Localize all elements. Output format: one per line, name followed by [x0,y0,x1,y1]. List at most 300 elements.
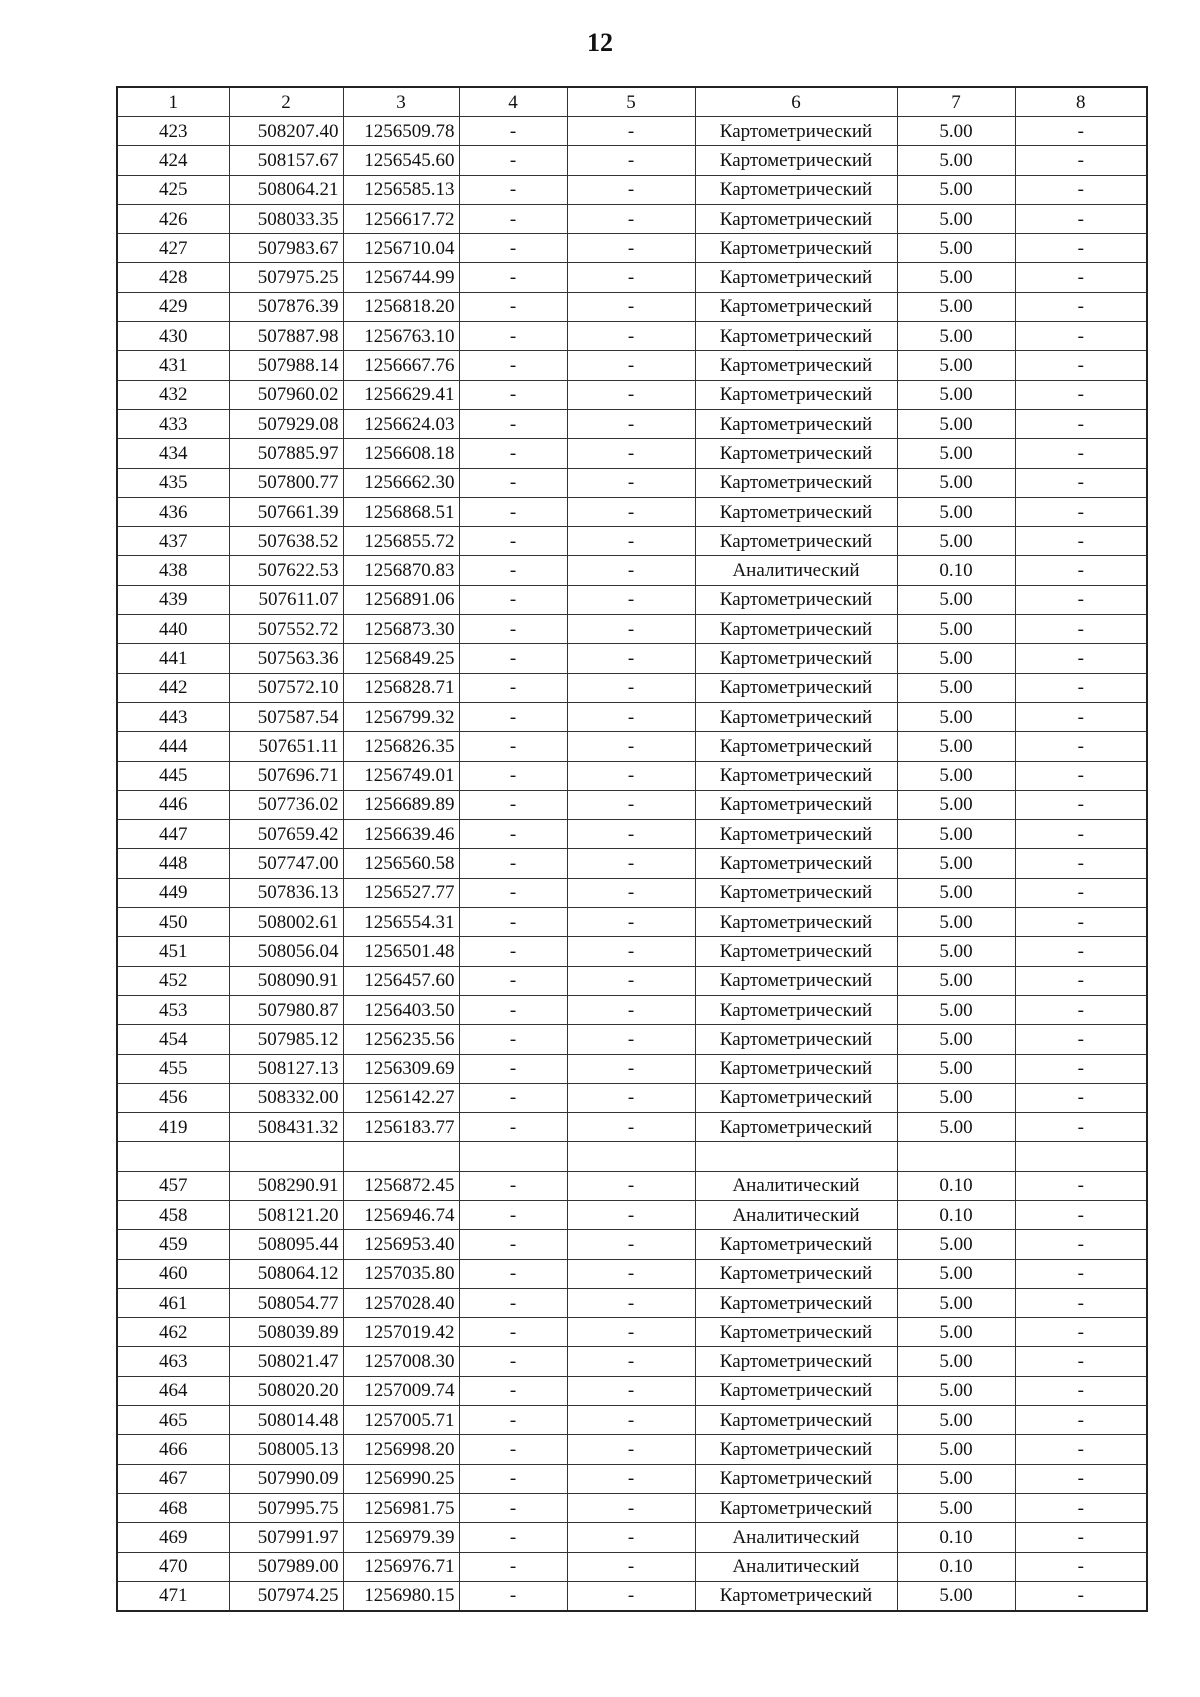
method-cell: Картометрический [695,995,897,1024]
point-number-cell: 464 [117,1376,229,1405]
y-coordinate-cell: 1256509.78 [343,117,459,146]
y-coordinate-cell: 1256855.72 [343,527,459,556]
table-row [117,1113,1147,1142]
col8-cell: - [1015,556,1147,585]
col8-cell: - [1015,409,1147,438]
x-coordinate-cell: 507991.97 [229,1523,343,1552]
col8-cell: - [1015,263,1147,292]
y-coordinate-cell: 1256403.50 [343,995,459,1024]
x-coordinate-cell: 507651.11 [229,732,343,761]
y-coordinate-cell: 1256953.40 [343,1230,459,1259]
accuracy-cell: 5.00 [897,1230,1015,1259]
y-coordinate-cell: 1256235.56 [343,1025,459,1054]
table-row [117,702,1147,731]
header-row [117,87,1147,117]
col8-cell: - [1015,1230,1147,1259]
col4-cell: - [459,1552,567,1581]
method-cell: Картометрический [695,204,897,233]
method-cell: Картометрический [695,820,897,849]
col8-cell: - [1015,117,1147,146]
col5-cell: - [567,1581,695,1611]
col4-cell: - [459,1200,567,1229]
method-cell: Картометрический [695,380,897,409]
point-number-cell: 434 [117,439,229,468]
col4-cell: - [459,380,567,409]
accuracy-cell: 0.10 [897,1171,1015,1200]
table-row [117,1318,1147,1347]
x-coordinate-cell: 508064.21 [229,175,343,204]
x-coordinate-cell [229,1142,343,1171]
col4-cell: - [459,117,567,146]
method-cell: Картометрический [695,263,897,292]
col4-cell: - [459,204,567,233]
table-row [117,995,1147,1024]
point-number-cell: 419 [117,1113,229,1142]
point-number-cell: 445 [117,761,229,790]
table-row [117,117,1147,146]
col4-cell: - [459,878,567,907]
col8-cell: - [1015,1025,1147,1054]
column-header: 1 [117,87,229,117]
accuracy-cell: 5.00 [897,146,1015,175]
method-cell: Картометрический [695,849,897,878]
method-cell: Картометрический [695,1025,897,1054]
coordinates-table [116,86,1148,1612]
point-number-cell: 469 [117,1523,229,1552]
y-coordinate-cell: 1256749.01 [343,761,459,790]
point-number-cell: 433 [117,409,229,438]
table-row [117,644,1147,673]
y-coordinate-cell: 1256662.30 [343,468,459,497]
point-number-cell: 438 [117,556,229,585]
y-coordinate-cell: 1257028.40 [343,1288,459,1317]
method-cell: Картометрический [695,439,897,468]
method-cell: Аналитический [695,1200,897,1229]
column-header: 3 [343,87,459,117]
point-number-cell: 429 [117,292,229,321]
col8-cell: - [1015,615,1147,644]
col4-cell: - [459,175,567,204]
method-cell: Картометрический [695,1406,897,1435]
point-number-cell: 439 [117,585,229,614]
y-coordinate-cell: 1256142.27 [343,1083,459,1112]
accuracy-cell: 5.00 [897,966,1015,995]
col5-cell: - [567,1200,695,1229]
point-number-cell: 428 [117,263,229,292]
col8-cell: - [1015,1171,1147,1200]
col8-cell: - [1015,380,1147,409]
col5-cell: - [567,1435,695,1464]
y-coordinate-cell: 1256979.39 [343,1523,459,1552]
col8-cell: - [1015,1435,1147,1464]
table-row [117,1347,1147,1376]
point-number-cell: 451 [117,937,229,966]
col4-cell [459,1142,567,1171]
col4-cell: - [459,1581,567,1611]
col8-cell: - [1015,1523,1147,1552]
x-coordinate-cell: 508090.91 [229,966,343,995]
y-coordinate-cell: 1256981.75 [343,1493,459,1522]
table-row [117,1259,1147,1288]
col8-cell: - [1015,908,1147,937]
x-coordinate-cell: 507995.75 [229,1493,343,1522]
method-cell: Картометрический [695,1493,897,1522]
col4-cell: - [459,995,567,1024]
x-coordinate-cell: 508014.48 [229,1406,343,1435]
col4-cell: - [459,234,567,263]
col4-cell: - [459,556,567,585]
col5-cell: - [567,234,695,263]
method-cell: Картометрический [695,1113,897,1142]
x-coordinate-cell: 507552.72 [229,615,343,644]
col8-cell: - [1015,527,1147,556]
accuracy-cell: 5.00 [897,761,1015,790]
table-row [117,146,1147,175]
table-row [117,204,1147,233]
accuracy-cell: 0.10 [897,1552,1015,1581]
table-row [117,732,1147,761]
col4-cell: - [459,1435,567,1464]
col8-cell: - [1015,1288,1147,1317]
point-number-cell: 442 [117,673,229,702]
x-coordinate-cell: 507661.39 [229,497,343,526]
table-row [117,1142,1147,1171]
y-coordinate-cell: 1256744.99 [343,263,459,292]
point-number-cell: 456 [117,1083,229,1112]
col4-cell: - [459,1493,567,1522]
col5-cell: - [567,966,695,995]
accuracy-cell: 5.00 [897,497,1015,526]
method-cell: Картометрический [695,702,897,731]
method-cell: Картометрический [695,1464,897,1493]
col4-cell: - [459,146,567,175]
y-coordinate-cell: 1256629.41 [343,380,459,409]
col4-cell: - [459,1025,567,1054]
table-row [117,380,1147,409]
table-row [117,175,1147,204]
col8-cell: - [1015,497,1147,526]
col5-cell: - [567,1025,695,1054]
accuracy-cell: 5.00 [897,908,1015,937]
y-coordinate-cell: 1256998.20 [343,1435,459,1464]
y-coordinate-cell: 1256545.60 [343,146,459,175]
col4-cell: - [459,1376,567,1405]
point-number-cell: 452 [117,966,229,995]
point-number-cell: 459 [117,1230,229,1259]
accuracy-cell: 5.00 [897,878,1015,907]
method-cell: Картометрический [695,497,897,526]
point-number-cell: 430 [117,322,229,351]
method-cell: Картометрический [695,292,897,321]
table-row [117,849,1147,878]
accuracy-cell: 5.00 [897,234,1015,263]
x-coordinate-cell: 508431.32 [229,1113,343,1142]
col4-cell: - [459,497,567,526]
accuracy-cell: 5.00 [897,322,1015,351]
point-number-cell: 425 [117,175,229,204]
col5-cell: - [567,117,695,146]
column-header: 7 [897,87,1015,117]
col5-cell: - [567,1552,695,1581]
y-coordinate-cell: 1256849.25 [343,644,459,673]
table-row [117,790,1147,819]
point-number-cell: 427 [117,234,229,263]
y-coordinate-cell: 1256689.89 [343,790,459,819]
method-cell: Картометрический [695,322,897,351]
point-number-cell: 435 [117,468,229,497]
col4-cell: - [459,820,567,849]
accuracy-cell: 5.00 [897,1376,1015,1405]
col4-cell: - [459,1083,567,1112]
point-number-cell: 424 [117,146,229,175]
accuracy-cell: 5.00 [897,468,1015,497]
col4-cell: - [459,527,567,556]
x-coordinate-cell: 507985.12 [229,1025,343,1054]
method-cell: Аналитический [695,1523,897,1552]
x-coordinate-cell: 508054.77 [229,1288,343,1317]
x-coordinate-cell: 507990.09 [229,1464,343,1493]
col5-cell: - [567,1493,695,1522]
point-number-cell: 471 [117,1581,229,1611]
x-coordinate-cell: 508290.91 [229,1171,343,1200]
col5-cell: - [567,732,695,761]
y-coordinate-cell: 1256872.45 [343,1171,459,1200]
table-row [117,1288,1147,1317]
col5-cell: - [567,1376,695,1405]
accuracy-cell: 0.10 [897,1200,1015,1229]
point-number-cell: 454 [117,1025,229,1054]
method-cell: Аналитический [695,1552,897,1581]
table-row [117,322,1147,351]
col4-cell: - [459,263,567,292]
accuracy-cell: 5.00 [897,1025,1015,1054]
accuracy-cell: 5.00 [897,673,1015,702]
accuracy-cell: 5.00 [897,585,1015,614]
col8-cell: - [1015,1406,1147,1435]
x-coordinate-cell: 507974.25 [229,1581,343,1611]
x-coordinate-cell: 507747.00 [229,849,343,878]
accuracy-cell: 5.00 [897,292,1015,321]
table-row [117,497,1147,526]
col5-cell [567,1142,695,1171]
table-row [117,1376,1147,1405]
column-header: 5 [567,87,695,117]
x-coordinate-cell: 507885.97 [229,439,343,468]
method-cell: Картометрический [695,1288,897,1317]
point-number-cell: 440 [117,615,229,644]
col5-cell: - [567,820,695,849]
col8-cell: - [1015,1493,1147,1522]
col8-cell: - [1015,1318,1147,1347]
table-row [117,1083,1147,1112]
col5-cell: - [567,175,695,204]
x-coordinate-cell: 508020.20 [229,1376,343,1405]
x-coordinate-cell: 508064.12 [229,1259,343,1288]
col4-cell: - [459,1054,567,1083]
method-cell: Картометрический [695,1435,897,1464]
x-coordinate-cell: 508157.67 [229,146,343,175]
y-coordinate-cell: 1256624.03 [343,409,459,438]
method-cell: Картометрический [695,615,897,644]
col8-cell: - [1015,937,1147,966]
x-coordinate-cell: 507876.39 [229,292,343,321]
col8-cell: - [1015,1259,1147,1288]
method-cell: Картометрический [695,790,897,819]
col8-cell: - [1015,732,1147,761]
point-number-cell: 441 [117,644,229,673]
accuracy-cell: 5.00 [897,849,1015,878]
table-row [117,761,1147,790]
accuracy-cell: 5.00 [897,175,1015,204]
accuracy-cell: 5.00 [897,1464,1015,1493]
column-header: 4 [459,87,567,117]
col8-cell: - [1015,234,1147,263]
accuracy-cell: 5.00 [897,1318,1015,1347]
col5-cell: - [567,468,695,497]
y-coordinate-cell: 1256710.04 [343,234,459,263]
col5-cell: - [567,995,695,1024]
point-number-cell: 455 [117,1054,229,1083]
method-cell: Картометрический [695,117,897,146]
y-coordinate-cell: 1256554.31 [343,908,459,937]
col4-cell: - [459,351,567,380]
y-coordinate-cell: 1256639.46 [343,820,459,849]
method-cell: Аналитический [695,556,897,585]
y-coordinate-cell: 1256763.10 [343,322,459,351]
col5-cell: - [567,556,695,585]
col4-cell: - [459,937,567,966]
method-cell: Картометрический [695,937,897,966]
point-number-cell: 443 [117,702,229,731]
table-row [117,1523,1147,1552]
y-coordinate-cell: 1256868.51 [343,497,459,526]
method-cell: Картометрический [695,175,897,204]
method-cell: Картометрический [695,146,897,175]
table-row [117,1435,1147,1464]
point-number-cell: 462 [117,1318,229,1347]
x-coordinate-cell: 507696.71 [229,761,343,790]
col5-cell: - [567,380,695,409]
point-number-cell: 465 [117,1406,229,1435]
x-coordinate-cell: 507960.02 [229,380,343,409]
col8-cell: - [1015,702,1147,731]
table-row [117,673,1147,702]
col4-cell: - [459,1347,567,1376]
col5-cell: - [567,1406,695,1435]
y-coordinate-cell: 1256585.13 [343,175,459,204]
y-coordinate-cell: 1256826.35 [343,732,459,761]
y-coordinate-cell: 1256617.72 [343,204,459,233]
accuracy-cell: 5.00 [897,1054,1015,1083]
col4-cell: - [459,1259,567,1288]
x-coordinate-cell: 508002.61 [229,908,343,937]
x-coordinate-cell: 507983.67 [229,234,343,263]
accuracy-cell: 5.00 [897,1259,1015,1288]
col8-cell: - [1015,644,1147,673]
col4-cell: - [459,439,567,468]
y-coordinate-cell: 1256608.18 [343,439,459,468]
accuracy-cell: 5.00 [897,263,1015,292]
accuracy-cell: 5.00 [897,380,1015,409]
table-row [117,263,1147,292]
x-coordinate-cell: 507980.87 [229,995,343,1024]
col4-cell: - [459,1318,567,1347]
col8-cell: - [1015,322,1147,351]
method-cell: Картометрический [695,585,897,614]
col5-cell: - [567,585,695,614]
col5-cell: - [567,1318,695,1347]
col8-cell: - [1015,878,1147,907]
col8-cell: - [1015,292,1147,321]
x-coordinate-cell: 507572.10 [229,673,343,702]
x-coordinate-cell: 507587.54 [229,702,343,731]
table-row [117,292,1147,321]
x-coordinate-cell: 508005.13 [229,1435,343,1464]
x-coordinate-cell: 507989.00 [229,1552,343,1581]
x-coordinate-cell: 507975.25 [229,263,343,292]
col5-cell: - [567,615,695,644]
y-coordinate-cell: 1256818.20 [343,292,459,321]
col5-cell: - [567,263,695,292]
method-cell: Картометрический [695,1083,897,1112]
col5-cell: - [567,702,695,731]
method-cell [695,1142,897,1171]
col5-cell: - [567,937,695,966]
x-coordinate-cell: 508095.44 [229,1230,343,1259]
col4-cell: - [459,1523,567,1552]
col5-cell: - [567,1464,695,1493]
col8-cell: - [1015,1083,1147,1112]
x-coordinate-cell: 507659.42 [229,820,343,849]
point-number-cell: 453 [117,995,229,1024]
point-number-cell: 444 [117,732,229,761]
accuracy-cell: 5.00 [897,117,1015,146]
table-row [117,527,1147,556]
col5-cell: - [567,1347,695,1376]
accuracy-cell: 5.00 [897,1113,1015,1142]
col5-cell: - [567,351,695,380]
point-number-cell: 432 [117,380,229,409]
method-cell: Аналитический [695,1171,897,1200]
col4-cell: - [459,615,567,644]
point-number-cell: 446 [117,790,229,819]
accuracy-cell: 5.00 [897,644,1015,673]
y-coordinate-cell: 1257009.74 [343,1376,459,1405]
col5-cell: - [567,1259,695,1288]
table-row [117,585,1147,614]
point-number-cell [117,1142,229,1171]
y-coordinate-cell: 1256870.83 [343,556,459,585]
col8-cell: - [1015,351,1147,380]
method-cell: Картометрический [695,1581,897,1611]
point-number-cell: 437 [117,527,229,556]
col8-cell: - [1015,439,1147,468]
point-number-cell: 463 [117,1347,229,1376]
y-coordinate-cell: 1256457.60 [343,966,459,995]
table-row [117,1054,1147,1083]
table-row [117,351,1147,380]
x-coordinate-cell: 508127.13 [229,1054,343,1083]
x-coordinate-cell: 508121.20 [229,1200,343,1229]
col8-cell: - [1015,966,1147,995]
point-number-cell: 426 [117,204,229,233]
accuracy-cell: 5.00 [897,1347,1015,1376]
y-coordinate-cell: 1256873.30 [343,615,459,644]
point-number-cell: 448 [117,849,229,878]
point-number-cell: 449 [117,878,229,907]
method-cell: Картометрический [695,409,897,438]
col4-cell: - [459,702,567,731]
